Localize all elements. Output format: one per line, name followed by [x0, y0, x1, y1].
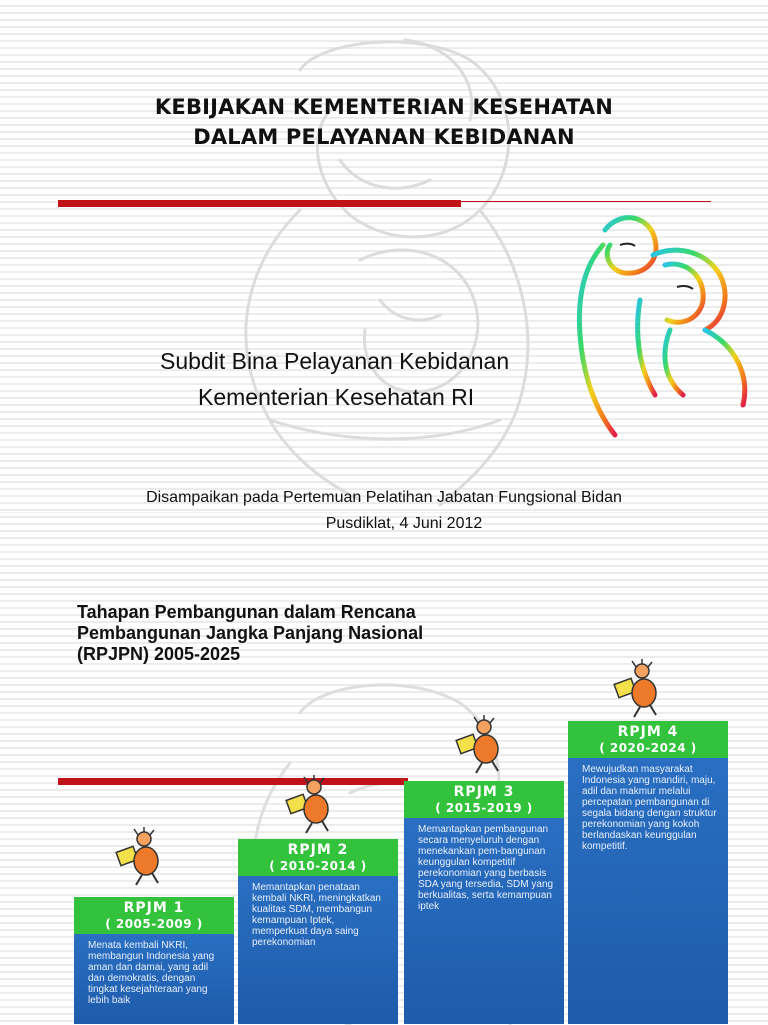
stage-description: Mewujudkan masyarakat Indonesia yang mandiri, maju, adil dan makmur melalui percepatan pembangunan di segala bidang dengan struktur perekonomian yang kokoh berlandaskan keunggulan kompetitif.	[568, 758, 728, 1024]
timeline-divider	[58, 778, 408, 785]
slide-title	[77, 602, 537, 665]
subtitle	[160, 343, 509, 415]
title-line-2: Pembangunan Jangka Panjang Nasional	[77, 623, 424, 643]
slide-title	[0, 92, 768, 152]
stage-header	[568, 721, 728, 758]
title-line-2: DALAM PELAYANAN KEBIDANAN	[193, 125, 575, 149]
rpjpn-slide	[0, 512, 768, 1025]
title-line-1: KEBIJAKAN KEMENTERIAN KESEHATAN	[154, 95, 614, 119]
stage-name: RPJM 1	[123, 900, 185, 916]
stage-name: RPJM 3	[453, 784, 515, 800]
stage-header	[238, 839, 398, 876]
stage-years: ( 2020-2024 )	[599, 741, 697, 755]
title-divider	[58, 200, 461, 207]
stage-name: RPJM 2	[287, 842, 349, 858]
stage-header	[404, 781, 564, 818]
title-divider-thin	[461, 201, 711, 202]
stage-years: ( 2015-2019 )	[435, 801, 533, 815]
stage-description: Memantapkan penataan kembali NKRI, meningkatkan kualitas SDM, membangun kemampuan Iptek, memperkuat daya saing perekonomian	[238, 876, 398, 1024]
reading-person-icon	[282, 775, 338, 835]
title-line-3: (RPJPN) 2005-2025	[77, 644, 241, 664]
presented-line-2: Pusdiklat, 4 Juni 2012	[325, 515, 483, 532]
reading-person-icon	[112, 827, 168, 887]
stage-rpjm-1	[74, 897, 234, 1024]
stage-description: Menata kembali NKRI, membangun Indonesia yang aman dan damai, yang adil dan demokratis, dengan tingkat kesejahteraan yang lebih baik	[74, 934, 234, 1024]
reading-person-icon	[452, 715, 508, 775]
presented-line-1: Disampaikan pada Pertemuan Pelatihan Jabatan Fungsional Bidan	[146, 489, 622, 506]
title-line-1: Tahapan Pembangunan dalam Rencana	[77, 602, 416, 622]
stage-name: RPJM 4	[617, 724, 679, 740]
stage-rpjm-3	[404, 781, 564, 1024]
stage-rpjm-2	[238, 839, 398, 1024]
subtitle-line-1: Subdit Bina Pelayanan Kebidanan	[160, 348, 510, 374]
stage-header	[74, 897, 234, 934]
stage-years: ( 2010-2014 )	[269, 859, 367, 873]
stage-rpjm-4	[568, 721, 728, 1024]
reading-person-icon	[610, 659, 666, 719]
mother-baby-logo-icon	[565, 205, 755, 450]
subtitle-line-2: Kementerian Kesehatan RI	[198, 384, 475, 410]
stage-years: ( 2005-2009 )	[105, 917, 203, 931]
stage-description: Memantapkan pembangunan secara menyeluruh dengan menekankan pem-bangunan keunggulan kompetitif perekonomian yang berbasis SDA yang tersedia, SDM yang berkualitas, serta kemampuan iptek	[404, 818, 564, 1024]
